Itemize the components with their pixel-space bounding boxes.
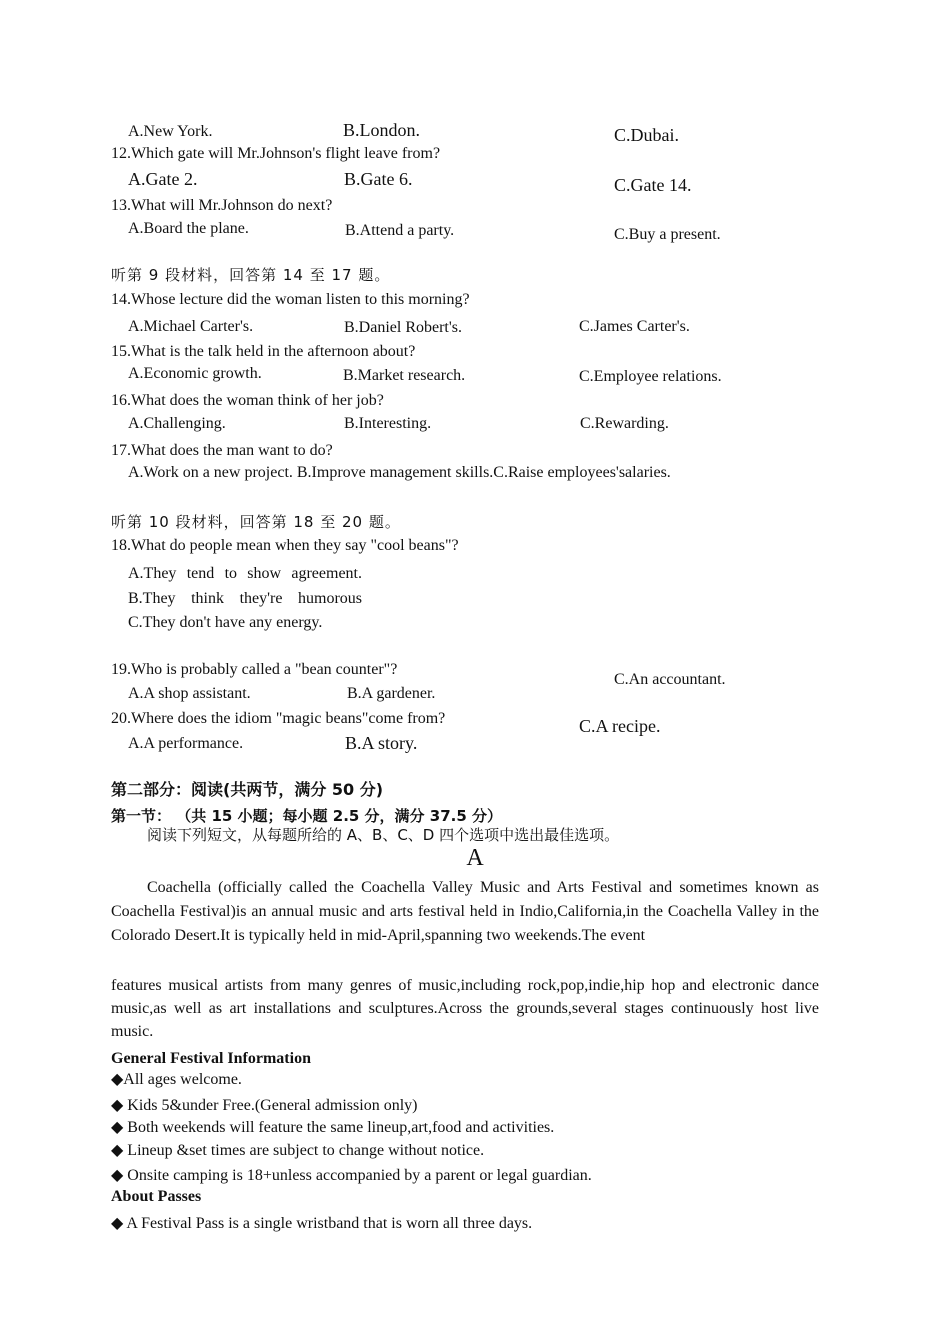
q15-question: 15.What is the talk held in the afternoon about? xyxy=(111,343,416,360)
q19-option-a: A.A shop assistant. xyxy=(128,685,251,702)
q14-option-a: A.Michael Carter's. xyxy=(128,318,254,335)
q15-option-c: C.Employee relations. xyxy=(579,368,722,385)
q14-option-b: B.Daniel Robert's. xyxy=(344,319,462,336)
section10-instruction: 听第 10 段材料，回答第 18 至 20 题。 xyxy=(111,513,401,531)
q11-option-a: A.New York. xyxy=(128,123,213,140)
q16-option-b: B.Interesting. xyxy=(344,415,432,432)
part2-section1-heading: 第一节： （共 15 小题；每小题 2.5 分，满分 37.5 分） xyxy=(111,807,503,825)
q16-option-a: A.Challenging. xyxy=(128,415,226,432)
general-info-heading: General Festival Information xyxy=(111,1050,311,1067)
q14-option-c: C.James Carter's. xyxy=(579,318,690,335)
q20-question: 20.Where does the idiom "magic beans"come from? xyxy=(111,710,446,727)
q11-option-c: C.Dubai. xyxy=(614,125,679,145)
general-info-item: ◆All ages welcome. xyxy=(111,1071,242,1088)
passes-heading: About Passes xyxy=(111,1188,202,1205)
q11-option-b: B.London. xyxy=(343,120,421,140)
q17-question: 17.What does the man want to do? xyxy=(111,442,333,459)
q19-option-b: B.A gardener. xyxy=(347,685,436,702)
q12-option-a: A.Gate 2. xyxy=(128,169,198,189)
general-info-item: ◆ Both weekends will feature the same lineup,art,food and activities. xyxy=(111,1119,555,1136)
q16-question: 16.What does the woman think of her job? xyxy=(111,392,384,409)
q20-option-a: A.A performance. xyxy=(128,735,244,752)
q12-option-c: C.Gate 14. xyxy=(614,175,692,195)
general-info-item: ◆ Lineup &set times are subject to change without notice. xyxy=(111,1142,485,1159)
q20-option-c: C.A recipe. xyxy=(579,716,661,736)
q13-option-b: B.Attend a party. xyxy=(345,222,455,239)
q18-question: 18.What do people mean when they say "cool beans"? xyxy=(111,537,459,554)
passage-paragraph-2: features musical artists from many genres of music,including rock,pop,indie,hip hop and electronic dance music,as well as art installations and sculptures.Across the grounds,several stages continuously host live music. xyxy=(111,977,819,1040)
q15-option-b: B.Market research. xyxy=(343,367,466,384)
q15-option-a: A.Economic growth. xyxy=(128,365,262,382)
passage-paragraph-1: Coachella (officially called the Coachella Valley Music and Arts Festival and sometimes known as Coachella Festival)is an annual music and arts festival held in Indio,California,in the Coachella Valley in the Colorado Desert.It is typically held in mid-April,spanning two weekends.The event xyxy=(111,879,819,944)
q16-option-c: C.Rewarding. xyxy=(580,415,669,432)
q19-question: 19.Who is probably called a "bean counter"? xyxy=(111,661,398,678)
passes-item: ◆ A Festival Pass is a single wristband that is worn all three days. xyxy=(111,1215,533,1232)
q12-question: 12.Which gate will Mr.Johnson's flight leave from? xyxy=(111,145,441,162)
general-info-item: ◆ Kids 5&under Free.(General admission only) xyxy=(111,1097,418,1114)
q13-option-c: C.Buy a present. xyxy=(614,226,721,243)
q17-options: A.Work on a new project. B.Improve management skills.C.Raise employees'salaries. xyxy=(128,464,671,481)
part2-instruction: 阅读下列短文，从每题所给的 A、B、C、D 四个选项中选出最佳选项。 xyxy=(147,826,620,844)
q14-question: 14.Whose lecture did the woman listen to this morning? xyxy=(111,291,470,308)
general-info-item: ◆ Onsite camping is 18+unless accompanied by a parent or legal guardian. xyxy=(111,1167,592,1184)
section9-instruction: 听第 9 段材料，回答第 14 至 17 题。 xyxy=(111,266,391,284)
q18-options: A.They tend to show agreement. B.They think they're humorous C.They don't have any energy. xyxy=(128,565,362,631)
q12-option-b: B.Gate 6. xyxy=(344,169,413,189)
part2-heading: 第二部分：阅读(共两节，满分 50 分) xyxy=(111,780,384,799)
q13-option-a: A.Board the plane. xyxy=(128,220,249,237)
q20-option-b: B.A story. xyxy=(345,733,418,753)
passage-title: A xyxy=(466,845,484,871)
q19-option-c: C.An accountant. xyxy=(614,671,726,688)
q13-question: 13.What will Mr.Johnson do next? xyxy=(111,197,333,214)
